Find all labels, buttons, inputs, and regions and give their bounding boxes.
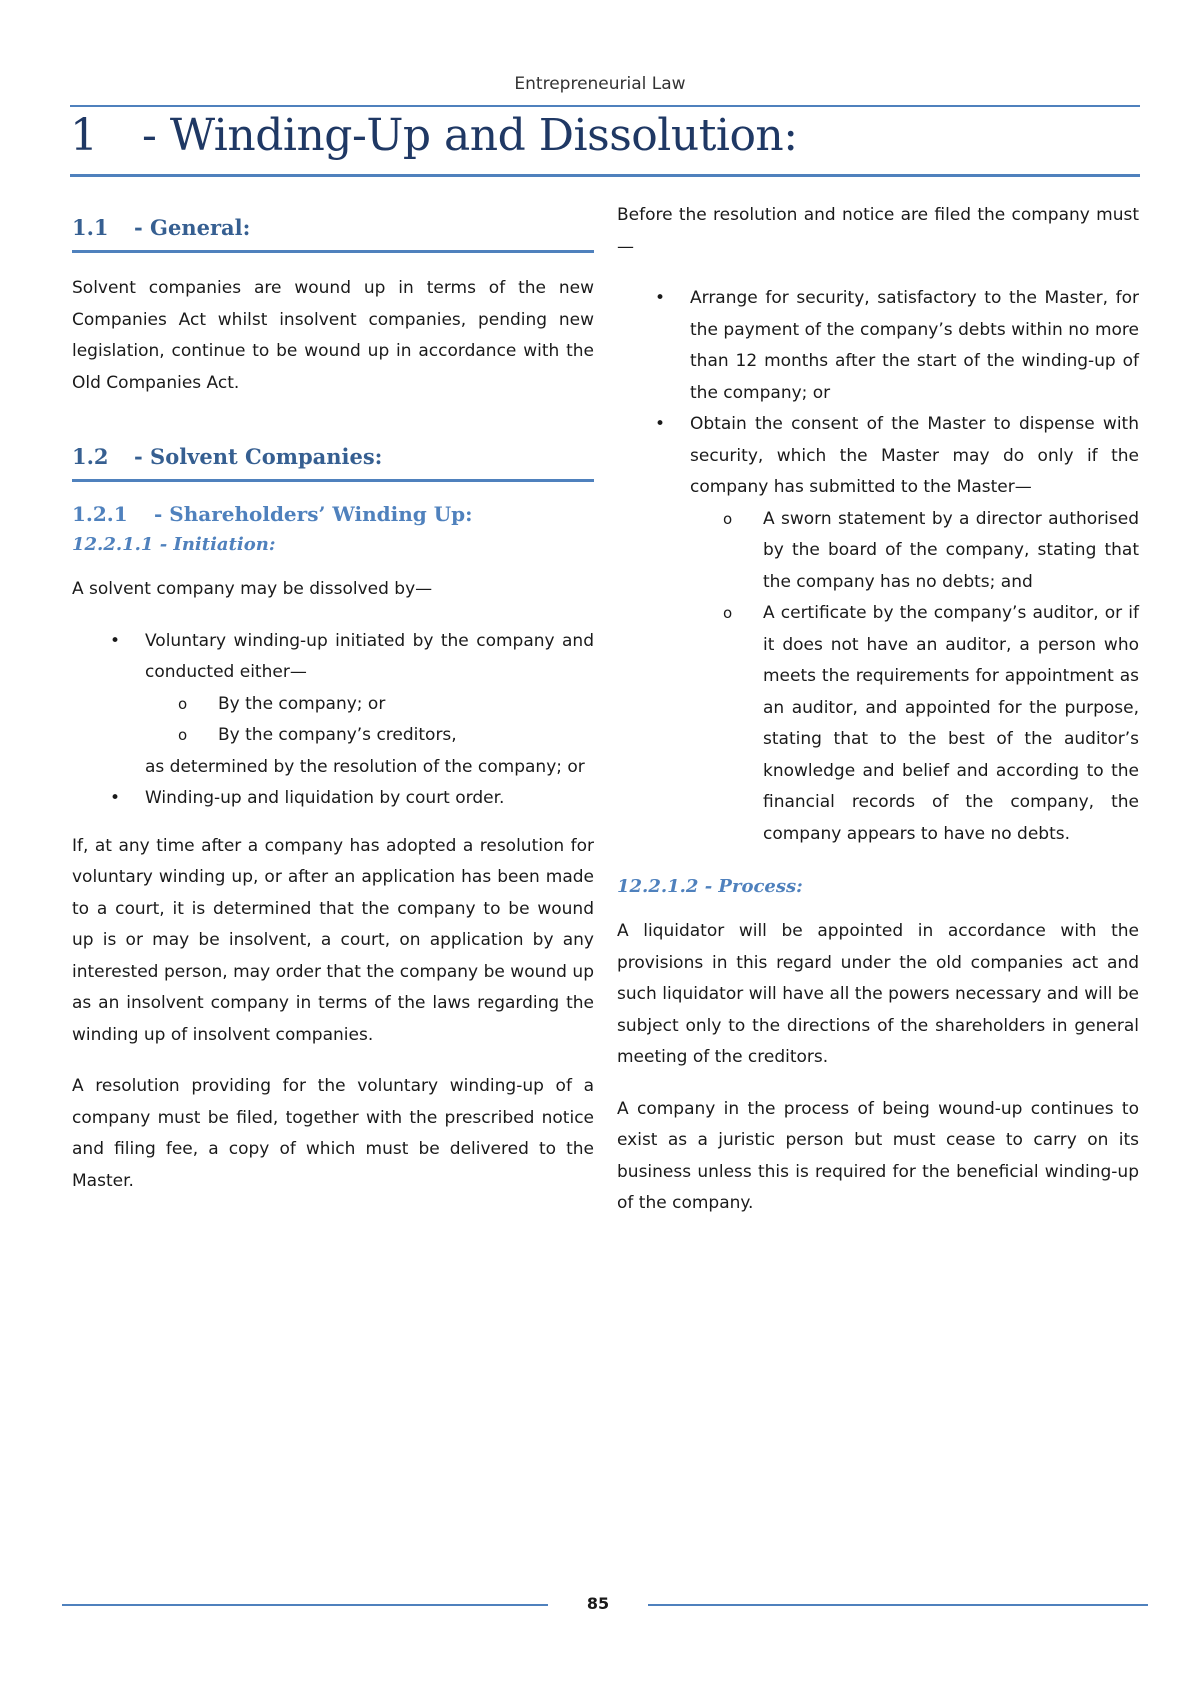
heading-solvent-text: - Solvent Companies: <box>134 444 383 469</box>
sub-list <box>690 504 1139 851</box>
list-item: • Arrange for security, satisfactory to the Master, for the payment of the company’s debts within no more than 12 months after the start of the winding-up of the company; or <box>617 283 1139 409</box>
title-rule-bottom <box>70 174 1140 177</box>
page-number: 85 <box>586 1594 610 1613</box>
chapter-number: 1 <box>70 110 98 161</box>
heading-initiation: 12.2.1.1 - Initiation: <box>72 534 276 555</box>
heading-solvent-number: 1.2 <box>72 444 109 469</box>
sub-list-item: o By the company; or <box>145 689 594 721</box>
left-column <box>72 200 594 1217</box>
liquidator-paragraph: A liquidator will be appointed in accordance with the provisions in this regard under the old companies act and such liquidator will have all the powers necessary and will be subject only to the directions of the shareholders in general meeting of the creditors. <box>617 921 1139 1067</box>
footer-rule-left <box>62 1604 548 1606</box>
resolution-paragraph: A resolution providing for the voluntary winding-up of a company must be filed, together with the prescribed notice and filing fee, a copy of which must be delivered to the Master. <box>72 1076 594 1191</box>
initiation-bullet-list <box>72 626 594 815</box>
heading-general <box>72 212 594 253</box>
bullet-text: Voluntary winding-up initiated by the company and conducted either— <box>145 630 594 682</box>
sub-list-item: o A sworn statement by a director authorised by the board of the company, stating that the company has no debts; and <box>690 504 1139 599</box>
footer-rule-right <box>648 1604 1148 1606</box>
heading-shareholders-text: - Shareholders’ Winding Up: <box>154 502 473 526</box>
heading-general-text: - General: <box>134 215 251 240</box>
list-item: • Winding-up and liquidation by court order. <box>72 783 594 815</box>
heading-shareholders-winding-up <box>72 498 594 530</box>
bullet-text: Obtain the consent of the Master to dispense with security, which the Master may do only if the company has submitted to the Master— <box>690 414 1139 497</box>
heading-shareholders-number: 1.2.1 <box>72 502 128 526</box>
juristic-person-paragraph: A company in the process of being wound-up continues to exist as a juristic person but must cease to carry on its business unless this is required for the beneficial winding-up of the company. <box>617 1098 1139 1213</box>
title-rule-top <box>70 105 1140 107</box>
chapter-title-text: - Winding-Up and Dissolution: <box>142 110 798 161</box>
list-item <box>617 409 1139 850</box>
security-bullet-list <box>617 283 1139 850</box>
initiation-intro: A solvent company may be dissolved by— <box>72 579 433 599</box>
insolvency-paragraph: If, at any time after a company has adopted a resolution for voluntary winding up, or after an application has been made to a court, it is determined that the company to be wound up is or may be insolvent, a court, on application by any interested person, may order that the company be wound up as an insolvent company in terms of the laws regarding the winding up of insolvent companies. <box>72 835 594 1045</box>
sub-list <box>145 689 594 752</box>
heading-solvent-companies <box>72 441 594 482</box>
right-column <box>617 200 1139 1240</box>
heading-process: 12.2.1.2 - Process: <box>617 876 803 897</box>
bullet-continuation: as determined by the resolution of the company; or <box>145 756 585 777</box>
general-paragraph: Solvent companies are wound up in terms of the new Companies Act whilst insolvent companies, pending new legislation, continue to be wound up in accordance with the Old Companies Act. <box>72 278 594 393</box>
list-item <box>72 626 594 784</box>
heading-general-number: 1.1 <box>72 215 109 240</box>
running-header: Entrepreneurial Law <box>514 74 686 94</box>
right-intro: Before the resolution and notice are filed the company must— <box>617 205 1139 257</box>
chapter-title <box>70 110 798 161</box>
sub-list-item: o A certificate by the company’s auditor, or if it does not have an auditor, a person who meets the requirements for appointment as an auditor, and appointed for the purpose, stating that to the best of the auditor’s knowledge and belief and according to the financial records of the company, the company appears to have no debts. <box>690 598 1139 850</box>
sub-list-item: o By the company’s creditors, <box>145 720 594 752</box>
